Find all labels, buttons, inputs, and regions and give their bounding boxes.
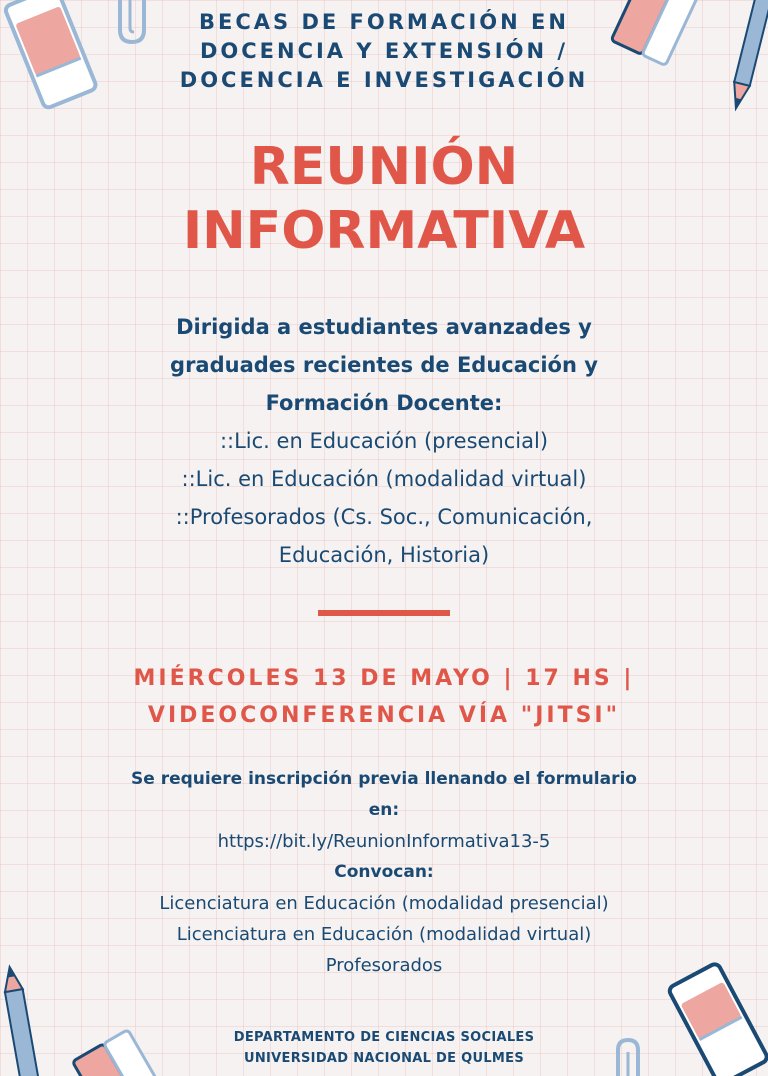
audience-intro-line: graduades recientes de Educación y — [170, 353, 598, 377]
registration-link[interactable]: https://bit.ly/ReunionInformativa13-5 — [217, 831, 551, 852]
program-header-line: BECAS DE FORMACIÓN EN — [199, 10, 569, 34]
event-details — [0, 660, 768, 734]
page-title-line-1: REUNIÓN — [249, 137, 519, 197]
registration-section — [0, 764, 768, 981]
registration-note-cont: en: — [368, 800, 400, 820]
program-item: ::Profesorados (Cs. Soc., Comunicación, — [175, 505, 593, 529]
event-date-line: MIÉRCOLES 13 DE MAYO | 17 HS | — [133, 666, 635, 691]
program-header — [0, 8, 768, 95]
event-platform-line: VIDEOCONFERENCIA VÍA "JITSI" — [147, 703, 621, 728]
organizer-item: Licenciatura en Educación (modalidad virtual) — [176, 924, 592, 945]
footer-university: UNIVERSIDAD NACIONAL DE QULMES — [244, 1051, 524, 1066]
program-header-line: DOCENCIA E INVESTIGACIÓN — [179, 68, 589, 92]
convocan-label: Convocan: — [334, 862, 434, 882]
footer-department: DEPARTAMENTO DE CIENCIAS SOCIALES — [233, 1030, 535, 1045]
audience-section — [0, 308, 768, 574]
audience-intro-line: Dirigida a estudiantes avanzades y — [176, 315, 592, 339]
page-title — [0, 135, 768, 263]
organizer-item: Licenciatura en Educación (modalidad presencial) — [159, 893, 609, 914]
program-item: ::Lic. en Educación (presencial) — [219, 429, 549, 453]
program-header-line: DOCENCIA Y EXTENSIÓN / — [199, 39, 569, 63]
section-divider — [318, 610, 450, 616]
page-title-line-2: INFORMATIVA — [182, 201, 586, 261]
program-item: Educación, Historia) — [278, 543, 490, 567]
organizer-item: Profesorados — [325, 955, 443, 976]
registration-note: Se requiere inscripción previa llenando el formulario — [131, 769, 637, 789]
program-item: ::Lic. en Educación (modalidad virtual) — [181, 467, 587, 491]
footer — [0, 1027, 768, 1069]
audience-intro-line: Formación Docente: — [265, 391, 503, 415]
